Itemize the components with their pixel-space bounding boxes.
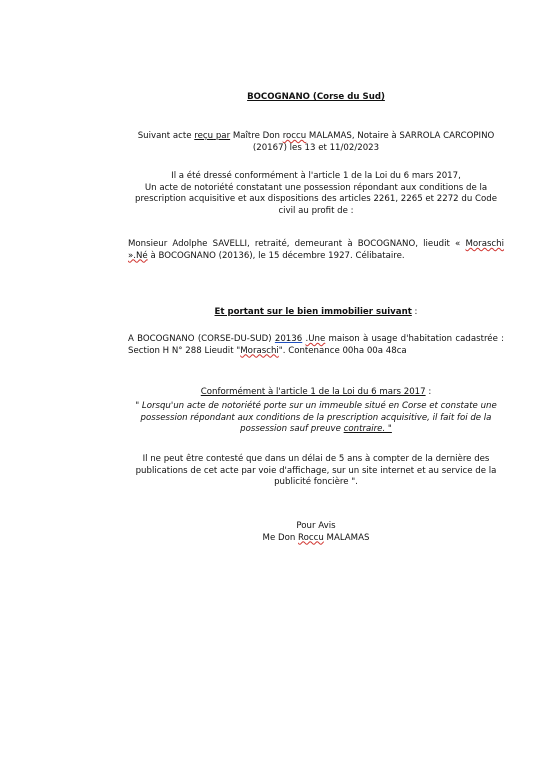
citation-paragraph — [128, 401, 504, 436]
signataire-me-don: Me Don — [262, 532, 299, 543]
dresse-line-2: Un acte de notoriété constatant une possession répondant aux conditions de la prescription acquisitive et aux dispositions des articles 2261, 2265 et 2272 du Code civil au profit de : — [134, 182, 498, 217]
beneficiaire-ne: ».Né — [128, 250, 148, 261]
bien-code-postal: 20136 — [274, 334, 303, 344]
signataire — [128, 533, 504, 545]
acte-text: Suivant acte — [137, 131, 195, 141]
conformement-heading-text: Conformément à l'article 1 de la Loi du 6 mars 2017 — [200, 387, 426, 397]
beneficiaire-text: Monsieur Adolphe SAVELLI, retraité, demeurant à BOCOGNANO, lieudit « — [128, 239, 466, 249]
conformement-heading-suffix: : — [425, 387, 432, 397]
bien-text: A BOCOGNANO (CORSE-DU-SUD) — [128, 334, 275, 344]
conteste-paragraph — [128, 454, 504, 489]
beneficiaire-moraschi: Moraschi — [465, 239, 504, 249]
signature-block — [128, 521, 504, 544]
citation-contraire: contraire. " — [343, 424, 392, 435]
bien-heading-text: Et portant sur le bien immobilier suivant — [214, 307, 412, 317]
bien-heading — [128, 307, 504, 319]
acte-text: MALAMAS, Notaire à SARROLA CARCOPINO (20167) les 13 et 11/02/2023 — [252, 131, 495, 153]
citation-text: " Lorsqu'un acte de notoriété porte sur un immeuble situé en Corse et constate une possession répondant aux conditions de la prescription acquisitive, il fait foi de la possession sauf preuve — [135, 401, 497, 435]
dresse-line-1: Il a été dressé conformément à l'article 1 de la Loi du 6 mars 2017, — [171, 171, 461, 181]
bien-text: maison à usage d'habitation cadastrée : Section H N° 288 Lieudit " — [128, 334, 505, 356]
bien-paragraph — [128, 334, 504, 357]
bien-moraschi: Moraschi — [240, 345, 279, 356]
bien-heading-suffix: : — [411, 307, 418, 317]
acte-text: Maître Don — [230, 131, 283, 141]
beneficiaire-text: à BOCOGNANO (20136), le 15 décembre 1927. Célibataire. — [147, 250, 405, 261]
title-text: BOCOGNANO (Corse du Sud) — [247, 92, 385, 102]
acte-roccu: roccu — [282, 131, 307, 141]
signataire-malamas: MALAMAS — [323, 532, 370, 543]
beneficiaire-paragraph — [128, 239, 504, 262]
acte-recu: reçu — [194, 131, 214, 141]
signataire-roccu: Roccu — [298, 532, 324, 543]
pour-avis: Pour Avis — [296, 521, 336, 531]
dresse-paragraph — [128, 171, 504, 218]
document-title — [128, 92, 504, 104]
bien-text: ". Contenance 00ha 00a 48ca — [278, 345, 407, 356]
conteste-text: Il ne peut être contesté que dans un délai de 5 ans à compter de la dernière des publications de cet acte par voie d'affichage, sur un site internet et au service de la publicité foncière ". — [135, 454, 497, 488]
conformement-heading — [128, 387, 504, 399]
acte-paragraph — [128, 131, 504, 154]
acte-par: par — [215, 131, 231, 141]
bien-une: .Une — [305, 334, 326, 344]
